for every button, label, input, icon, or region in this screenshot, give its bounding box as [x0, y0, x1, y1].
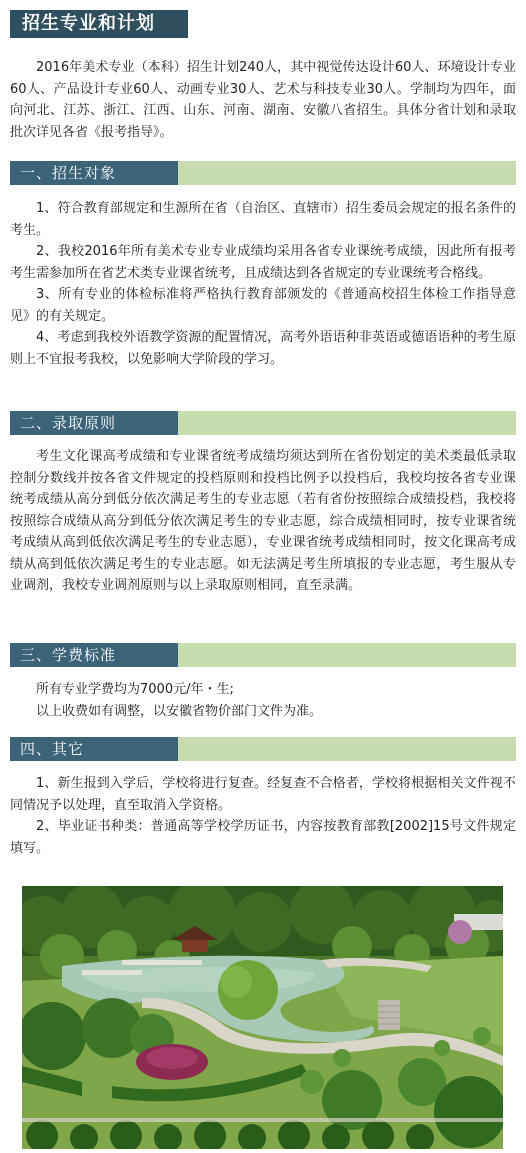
section-title: 三、学费标准: [10, 643, 178, 667]
campus-garden-photo: [22, 886, 503, 1149]
section-header-enrollment-target: [10, 161, 516, 185]
section-title: 二、录取原则: [10, 411, 178, 435]
paragraph: 考生文化课高考成绩和专业课省统考成绩均须达到所在省份划定的美术类最低录取控制分数线并按各省文件规定的投档原则和投档比例予以投档后，我校均按各省专业课统考成绩从高分到低分依次满足考生的专业志愿（若有省份按照综合成绩投档，我校将按照综合成绩从高分到低分依次满足考生的专业志愿，综合成绩相同时，按专业课省统考成绩从高到低依次满足考生的专业志愿），专业课省统考成绩相同时，按文化课高考成绩从高到低依次满足考生的专业志愿。如无法满足考生所填报的专业志愿，考生服从专业调剂，我校专业调剂原则与以上录取原则相同，直至录满。: [10, 449, 516, 593]
section-body-enrollment-target: [10, 198, 516, 370]
intro-text: 2016年美术专业（本科）招生计划240人，其中视觉传达设计60人、环境设计专业60人、产品设计专业60人、动画专业30人、艺术与科技专业30人。学制均为四年，面向河北、江苏、浙江、江西、山东、河南、湖南、安徽八省招生。具体分省计划和录取批次详见各省《报考指导》。: [10, 60, 516, 140]
section-header-accent-bar: [178, 411, 516, 435]
paragraph: 所有专业学费均为7000元/年・生;: [36, 682, 234, 697]
paragraph: 以上收费如有调整，以安徽省物价部门文件为准。: [36, 703, 323, 719]
section-body-admission-principle: [10, 446, 516, 597]
section-title: 一、招生对象: [10, 161, 178, 185]
paragraph: 4、考虑到我校外语教学资源的配置情况，高考外语语种非英语或德语语种的考生原则上不宜报考我校，以免影响大学阶段的学习。: [10, 330, 516, 367]
paragraph: 1、符合教育部规定和生源所在省（自治区、直辖市）招生委员会规定的报名条件的考生。: [10, 201, 516, 238]
section-title: 四、其它: [10, 737, 178, 761]
section-header-other: [10, 737, 516, 761]
section-header-tuition: [10, 643, 516, 667]
section-header-accent-bar: [178, 737, 516, 761]
paragraph: 3、所有专业的体检标准将严格执行教育部颁发的《普通高校招生体检工作指导意见》的有关规定。: [10, 287, 516, 324]
paragraph: 2、毕业证书种类：普通高等学校学历证书，内容按教育部教[2002]15号文件规定填写。: [10, 819, 516, 856]
paragraph: 1、新生报到入学后，学校将进行复查。经复查不合格者，学校将根据相关文件视不同情况予以处理，直至取消入学资格。: [10, 776, 516, 813]
section-body-tuition: [10, 679, 516, 722]
section-header-accent-bar: [178, 643, 516, 667]
intro-paragraph: [10, 57, 516, 143]
section-header-admission-principle: [10, 411, 516, 435]
section-body-other: [10, 773, 516, 859]
paragraph: 2、我校2016年所有美术专业专业成绩均采用各省专业课统考成绩，因此所有报考考生需参加所在省艺术类专业课省统考，且成绩达到各省规定的专业课统考合格线。: [10, 244, 516, 281]
section-header-accent-bar: [178, 161, 516, 185]
page-title: 招生专业和计划: [10, 10, 188, 38]
